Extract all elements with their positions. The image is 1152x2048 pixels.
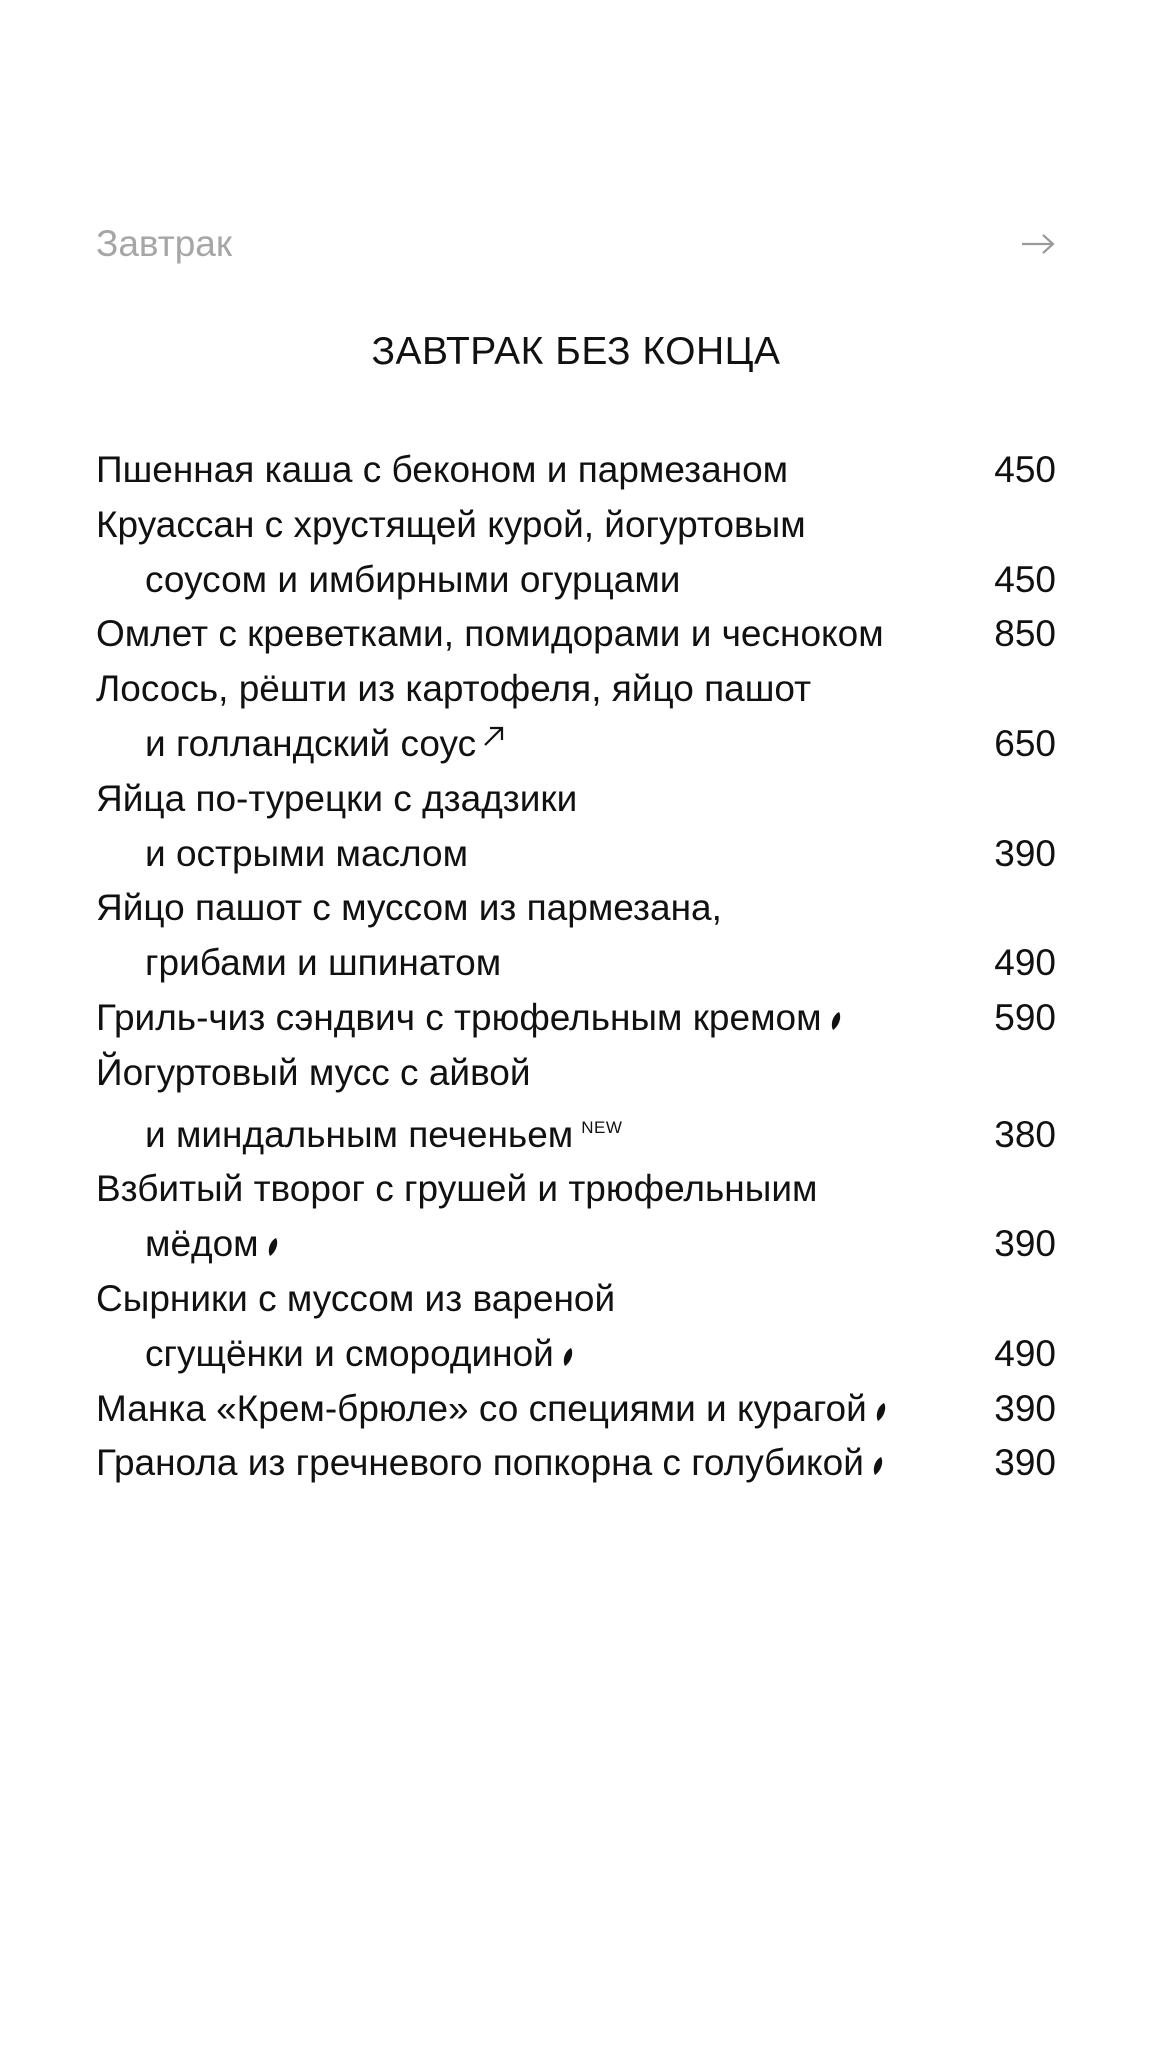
menu-item-name-line [96, 1436, 1056, 1491]
menu-item-name-line [96, 1327, 1056, 1382]
menu-item-text: Яйца по-турецки с дзадзики [96, 777, 578, 819]
menu-item-name-line [96, 498, 1056, 553]
menu-item-name-line [96, 607, 1056, 662]
menu-item[interactable] [96, 443, 1056, 498]
menu-item-text: Манка «Крем-брюле» со специями и курагой [96, 1387, 867, 1429]
menu-item-text: Лосось, рёшти из картофеля, яйцо пашот [96, 668, 812, 710]
menu-list [96, 443, 1056, 1491]
menu-item-name-line [96, 991, 1056, 1046]
menu-item[interactable] [96, 881, 1056, 991]
menu-item-name-line [96, 772, 1056, 827]
menu-item-price: 490 [994, 1332, 1056, 1374]
menu-item-price: 850 [994, 613, 1056, 655]
menu-item-text: Омлет с креветками, помидорами и чесноком [96, 613, 884, 655]
menu-item-name-line [96, 1162, 1056, 1217]
menu-item-price: 450 [994, 449, 1056, 490]
menu-item-name-line [96, 827, 1056, 882]
menu-item[interactable] [96, 1046, 1056, 1163]
menu-item-price: 390 [994, 1223, 1056, 1265]
menu-item-text: и миндальным печеньем [145, 1113, 574, 1155]
leaf-icon [830, 1009, 842, 1033]
menu-item[interactable] [96, 1272, 1056, 1382]
menu-item-text: Гриль-чиз сэндвич с трюфельным кремом [96, 996, 822, 1038]
menu-item-price: 380 [994, 1113, 1056, 1155]
breadcrumb[interactable]: Завтрак [96, 223, 233, 264]
menu-item-text: Пшенная каша с беконом и пармезаном [96, 449, 789, 490]
menu-item-text: Яйцо пашот с муссом из пармезана, [96, 887, 722, 929]
menu-item-text: мёдом [145, 1223, 259, 1265]
menu-item-text: Гранола из гречневого попкорна с голубикой [96, 1442, 864, 1484]
new-badge: NEW [581, 1117, 623, 1137]
menu-item[interactable] [96, 662, 1056, 772]
menu-item-text: Сырники с муссом из вареной [96, 1277, 616, 1319]
menu-item-price: 390 [994, 1387, 1056, 1429]
menu-item[interactable] [96, 1436, 1056, 1491]
menu-item-name-line [96, 936, 1056, 991]
menu-item[interactable] [96, 1162, 1056, 1272]
menu-item-price: 390 [994, 832, 1056, 874]
menu-item-price: 590 [994, 996, 1056, 1038]
leaf-icon [562, 1345, 574, 1369]
menu-item-text: сгущёнки и смородиной [145, 1332, 554, 1374]
menu-item-name-line [96, 1046, 1056, 1101]
menu-item[interactable] [96, 991, 1056, 1046]
next-button[interactable] [996, 214, 1056, 274]
menu-item-price: 490 [994, 942, 1056, 984]
menu-item-name-line [96, 1101, 1056, 1163]
menu-item-name-line [96, 1272, 1056, 1327]
menu-item-price: 390 [994, 1442, 1056, 1484]
menu-item-text: Взбитый творог с грушей и трюфельныим [96, 1168, 818, 1210]
menu-item[interactable] [96, 1382, 1056, 1437]
external-link-icon[interactable] [482, 724, 506, 748]
menu-item-name-line [96, 1382, 1056, 1437]
menu-item-text: и острыми маслом [145, 832, 469, 874]
menu-item[interactable] [96, 772, 1056, 882]
menu-item-price: 450 [994, 558, 1056, 600]
leaf-icon [875, 1400, 887, 1424]
menu-item-text: Круассан с хрустящей курой, йогуртовым [96, 503, 806, 545]
menu-item-name-line [96, 662, 1056, 717]
menu-item-text: грибами и шпинатом [145, 942, 502, 984]
menu-item[interactable] [96, 607, 1056, 662]
leaf-icon [267, 1235, 279, 1259]
menu-item-name-line [96, 717, 1056, 772]
menu-item[interactable] [96, 498, 1056, 608]
menu-item-name-line [96, 881, 1056, 936]
leaf-icon [872, 1454, 884, 1478]
header [96, 214, 1056, 274]
menu-item-name-line [96, 553, 1056, 608]
menu-item-price: 650 [994, 722, 1056, 764]
page-title: ЗАВТРАК БЕЗ КОНЦА [371, 330, 781, 373]
arrow-right-icon [1020, 233, 1056, 255]
menu-item-text: и голландский соус [145, 722, 477, 764]
menu-item-text: соусом и имбирными огурцами [145, 558, 681, 600]
menu-item-name-line [96, 1217, 1056, 1272]
menu-item-text: Йогуртовый мусс с айвой [96, 1051, 531, 1093]
menu-item-name-line [96, 443, 1056, 498]
